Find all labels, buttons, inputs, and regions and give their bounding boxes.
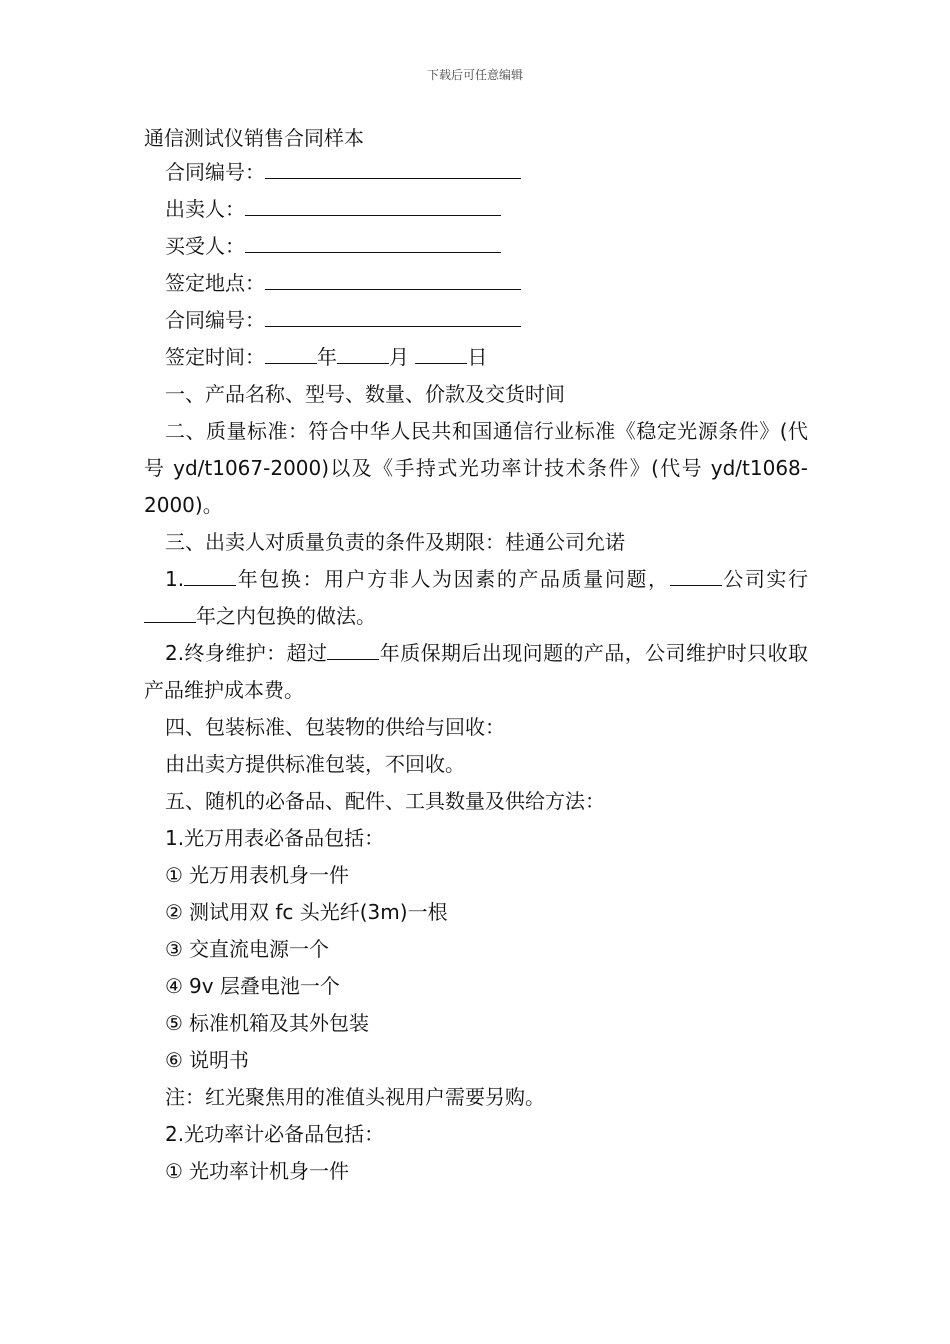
field-label: 买受人： (165, 234, 245, 258)
header-note: 下载后可任意编辑 (426, 68, 523, 82)
blank-line (670, 563, 722, 586)
list-item (144, 968, 808, 1005)
blank-line (265, 267, 521, 290)
field-contract-no-1 (144, 154, 808, 191)
section-5-subheading-1: 1.光万用表必备品包括： (165, 826, 385, 850)
blank-line (265, 341, 317, 364)
section-2-paragraph: 二、质量标准：符合中华人民共和国通信行业标准《稳定光源条件》(代号 yd/t1067-2000)以及《手持式光功率计技术条件》(代号 yd/t1068-2000)。 (144, 419, 808, 517)
list-number: ① (165, 863, 183, 887)
section-4-heading: 四、包装标准、包装物的供给与回收： (165, 715, 505, 739)
field-place (144, 265, 808, 302)
list-item (144, 931, 808, 968)
list-number: ④ (165, 974, 183, 998)
field-sign-time (144, 339, 808, 376)
item-prefix: 1. (165, 567, 185, 591)
field-label: 签定时间： (165, 345, 265, 369)
document-title: 通信测试仪销售合同样本 (144, 126, 364, 150)
item-text: 年质保期后出现问题的产品，公司维护时只收取产品维护成本费。 (144, 641, 808, 702)
list-text: 光功率计机身一件 (189, 1159, 349, 1183)
field-buyer (144, 228, 808, 265)
list-item (144, 894, 808, 931)
field-label: 签定地点： (165, 271, 265, 295)
blank-line (245, 230, 501, 253)
field-label: 合同编号： (165, 308, 265, 332)
list-text: 测试用双 fc 头光纤(3m)一根 (189, 900, 448, 924)
item-text: 年之内包换的做法。 (196, 604, 376, 628)
blank-line (337, 341, 389, 364)
list-number: ⑥ (165, 1048, 183, 1072)
list-item (144, 1042, 808, 1079)
document-body (144, 122, 808, 1190)
field-label: 出卖人： (165, 197, 245, 221)
field-contract-no-2 (144, 302, 808, 339)
list-text: 说明书 (189, 1048, 249, 1072)
section-1-heading: 一、产品名称、型号、数量、价款及交货时间 (165, 382, 565, 406)
list-item (144, 1005, 808, 1042)
list-text: 9v 层叠电池一个 (189, 974, 340, 998)
field-seller (144, 191, 808, 228)
list-item (144, 1153, 808, 1190)
item-text: 年包换：用户方非人为因素的产品质量问题， (236, 567, 670, 591)
list-text: 光万用表机身一件 (189, 863, 349, 887)
field-label: 合同编号： (165, 160, 265, 184)
item-text: 2.终身维护：超过 (165, 641, 328, 665)
section-4-text: 由出卖方提供标准包装，不回收。 (165, 752, 465, 776)
blank-line (184, 563, 236, 586)
list-number: ② (165, 900, 183, 924)
list-number: ① (165, 1159, 183, 1183)
section-3-heading: 三、出卖人对质量负责的条件及期限：桂通公司允诺 (165, 530, 625, 554)
list-text: 交直流电源一个 (189, 937, 329, 961)
blank-line (327, 637, 379, 660)
section-5-heading: 五、随机的必备品、配件、工具数量及供给方法： (165, 789, 605, 813)
list-number: ⑤ (165, 1011, 183, 1035)
section-5-subheading-2: 2.光功率计必备品包括： (165, 1122, 385, 1146)
list-number: ③ (165, 937, 183, 961)
section-3-item-2 (144, 635, 808, 709)
section-3-item-1 (144, 561, 808, 635)
item-text: 公司实行 (721, 567, 809, 591)
blank-line (415, 341, 467, 364)
month-label: 月 (389, 345, 409, 369)
list-text: 标准机箱及其外包装 (189, 1011, 369, 1035)
year-label: 年 (317, 345, 337, 369)
blank-line (265, 156, 521, 179)
blank-line (245, 193, 501, 216)
blank-line (265, 304, 521, 327)
note-text: 注：红光聚焦用的准值头视用户需要另购。 (165, 1085, 545, 1109)
day-label: 日 (467, 345, 488, 369)
blank-line (144, 600, 196, 623)
list-item (144, 857, 808, 894)
